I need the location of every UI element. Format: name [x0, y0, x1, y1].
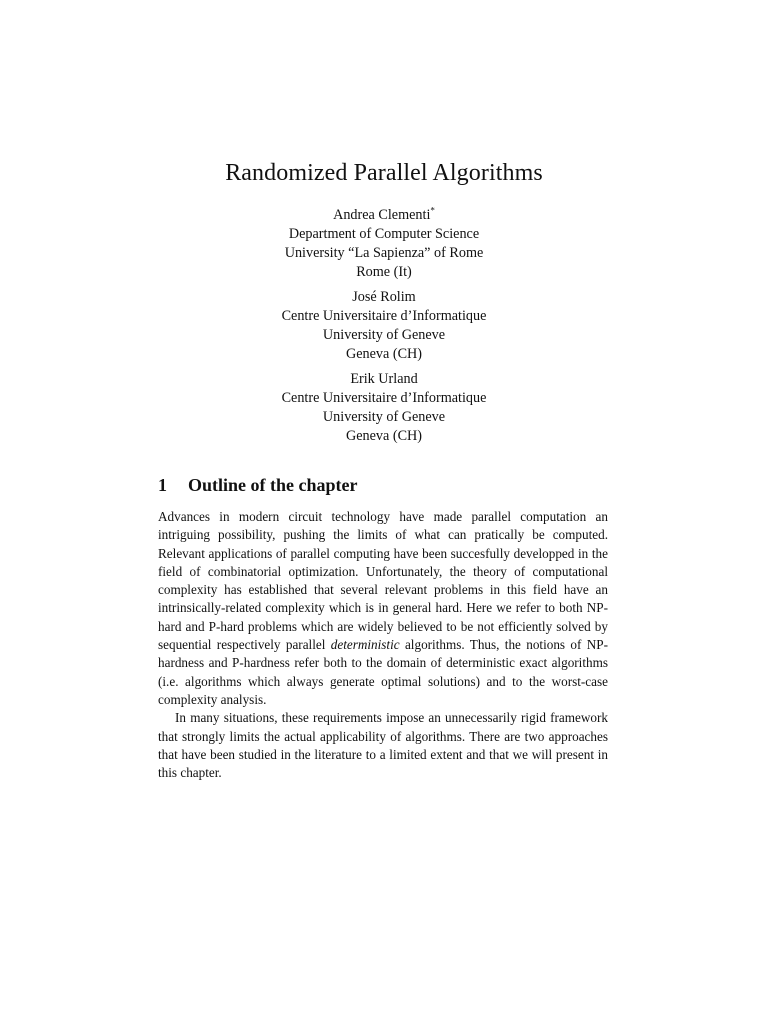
emphasized-term: deterministic: [330, 637, 400, 653]
section-title: Outline of the chapter: [188, 475, 358, 495]
author-list: [0, 206, 768, 452]
paragraph-text: algorithms. Thus, the notions of NP-hardness and P-hardness refer both to the domain of deterministic exact algorithms (i.e. algorithms which always generate optimal solutions) and to the worst-case complexity analysis.: [158, 637, 608, 707]
paragraph: [158, 508, 608, 709]
author-affiliation: Department of Computer Science: [288, 226, 480, 242]
author-name: [0, 206, 768, 225]
paper-title: Randomized Parallel Algorithms: [225, 160, 543, 186]
author-name: Erik Urland: [350, 371, 418, 387]
author-affiliation: University “La Sapienza” of Rome: [284, 245, 484, 261]
author-affiliation: University of Geneve: [322, 409, 446, 425]
paragraph-text: Advances in modern circuit technology have made parallel computation an intriguing possibility, pushing the limits of what can pratically be computed. Relevant applications of parallel computing have been succesfully developped in the field of combinatorial optimization. Unfortunately, the theory of computational complexity has established that several relevant problems in this field have an intrinsically-related complexity which is in general hard. Here we refer to both NP-hard and P-hard problems which are widely believed to be not efficiently solved by sequential respectively parallel: [158, 509, 608, 653]
section-number: 1: [158, 475, 167, 495]
paragraph: In many situations, these requirements impose an unnecessarily rigid framework that strongly limits the actual applicability of algorithms. There are two approaches that have been studied in the literature to a limited extent and that we will present in this chapter.: [158, 710, 608, 781]
author-affiliation: University of Geneve: [322, 327, 446, 343]
section-body: [158, 508, 608, 782]
author-affiliation: Centre Universitaire d’Informatique: [281, 390, 487, 406]
author-block: [0, 206, 768, 282]
section-heading: [158, 474, 357, 496]
footnote-mark: *: [430, 205, 435, 216]
author-block: [0, 288, 768, 364]
author-name: José Rolim: [352, 289, 416, 305]
author-location: Geneva (CH): [345, 346, 423, 362]
author-location: Geneva (CH): [345, 428, 423, 444]
author-name-text: Andrea Clementi: [333, 207, 431, 223]
author-location: Rome (It): [356, 264, 412, 280]
author-affiliation: Centre Universitaire d’Informatique: [281, 308, 487, 324]
author-block: [0, 370, 768, 446]
